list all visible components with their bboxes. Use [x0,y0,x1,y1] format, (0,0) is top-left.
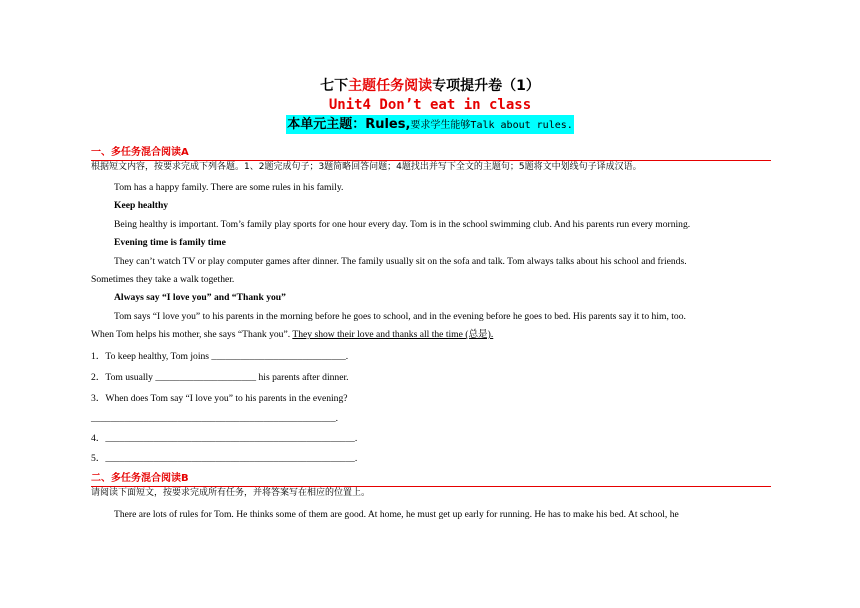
passage-paragraph-cont: When Tom helps his mother, she says “Thank you”. They show their love and thanks all the time (总是). [91,329,494,340]
theme-label: 本单元主题：Rules, [287,117,411,132]
theme-note: 要求学生能够Talk about rules. [410,120,573,131]
unit-title: Unit4 Don’t eat in class [328,97,532,113]
question-5: 5．____________________________________________________. [91,453,358,464]
document-title: 七下主题任务阅读专项提升卷（1） [320,78,540,94]
passage-subheading: Keep healthy [114,200,169,211]
question-2: 2．Tom usually _____________________ his parents after dinner. [91,372,349,383]
section-2-instructions: 请阅读下面短文，按要求完成所有任务，并将答案写在相应的位置上。 [91,488,371,498]
passage-subheading: Evening time is family time [114,237,226,248]
section-1-instructions: 根据短文内容，按要求完成下列各题。1、2题完成句子；3题简略回答问题；4题找出并写下全文的主题句；5题将文中划线句子译成汉语。 [91,162,642,172]
passage-paragraph: Being healthy is important. Tom’s family play sports for one hour every day. Tom is in the school swimming club. And his parents run every morning. [114,219,691,230]
passage-subheading: Always say “I love you” and “Thank you” [114,292,286,303]
question-1: 1．To keep healthy, Tom joins ____________________________. [91,351,349,362]
passage-paragraph-cont: Sometimes they take a walk together. [91,274,235,285]
passage-paragraph: They can’t watch TV or play computer games after dinner. The family usually sit on the sofa and talk. Tom always talks about his school and friends. [114,256,687,267]
underlined-sentence: They show their love and thanks all the time (总是). [292,329,494,340]
section-1-heading: 一、多任务混合阅读A [91,146,189,161]
title-highlight: 主题任务阅读 [348,78,433,94]
question-4: 4．____________________________________________________. [91,433,358,444]
passage-paragraph: There are lots of rules for Tom. He thinks some of them are good. At home, he must get up early for running. He has to make his bed. At school, he [114,509,679,520]
answer-blank-3: ___________________________________________________. [91,413,339,424]
section-2-heading: 二、多任务混合阅读B [91,472,189,487]
passage-paragraph: Tom says “I love you” to his parents in the morning before he goes to school, and in the evening before he goes to bed. His parents say it to him, too. [114,311,686,322]
passage-paragraph: Tom has a happy family. There are some rules in his family. [114,182,344,193]
unit-theme [286,115,574,134]
question-3: 3．When does Tom say “I love you” to his parents in the evening? [91,393,348,404]
